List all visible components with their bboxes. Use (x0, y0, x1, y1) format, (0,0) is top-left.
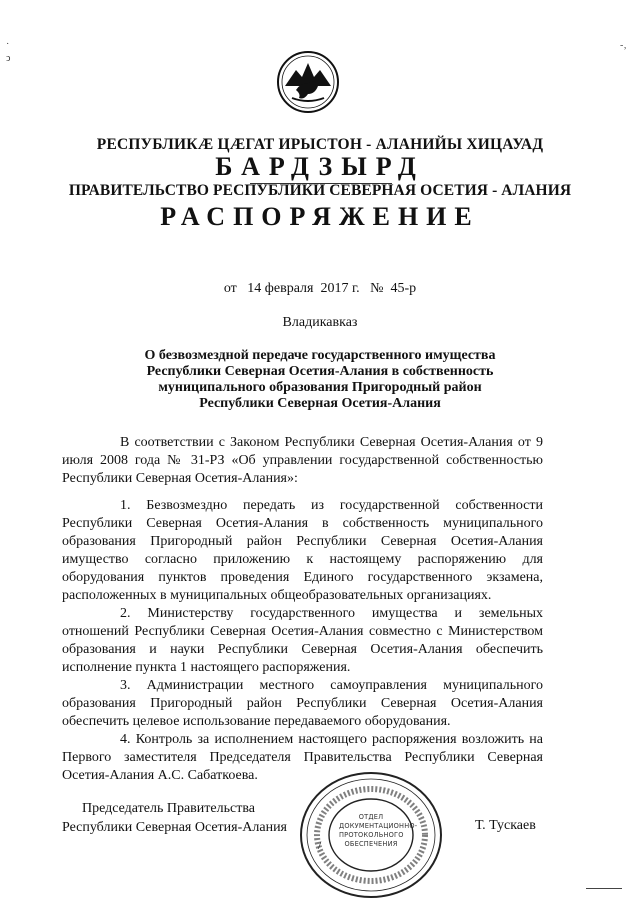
scan-mark: -‚ (620, 40, 627, 51)
document-date-number: от 14 февраля 2017 г. № 45-р (223, 281, 417, 296)
signatory-title-line: Республики Северная Осетия-Алания (62, 820, 287, 835)
stamp-center-text (339, 813, 418, 849)
russian-org-header: ПРАВИТЕЛЬСТВО РЕСПУБЛИКИ СЕВЕРНАЯ ОСЕТИЯ - АЛАНИЯ (68, 182, 572, 199)
subject-line: О безвозмездной передаче государственного имущества (144, 348, 496, 363)
signature-stroke: / (318, 838, 322, 852)
signatory-name: Т. Тускаев (475, 818, 536, 833)
stamp-line: ПРОТОКОЛЬНОГО (339, 831, 404, 839)
subject-line: муниципального образования Пригородный район (158, 380, 482, 395)
document-title: РАСПОРЯЖЕНИЕ (160, 202, 480, 231)
scan-mark: ˙ ↄ (6, 42, 11, 64)
document-city: Владикавказ (282, 315, 358, 330)
coat-of-arms-emblem (276, 50, 340, 114)
order-item-2: 2. Министерству государственного имущества и земельных отношений Республики Северная Осетия-Алания совместно с Министерством образования и науки Республики Северная Осетия-Алания обеспечить исполнение пункта 1 настоящего распоряжения. (62, 606, 543, 675)
subject-line: Республики Северная Осетия-Алания (199, 396, 441, 411)
order-items (62, 497, 543, 785)
stamp-line: ОБЕСПЕЧЕНИЯ (344, 840, 398, 848)
ossetian-org-header: РЕСПУБЛИКÆ ЦÆГАТ ИРЫСТОН - АЛАНИЙЫ ХИЦАУАД (96, 136, 544, 153)
subject-line: Республики Северная Осетия-Алания в собственность (146, 364, 494, 379)
intro-paragraph: В соответствии с Законом Республики Северная Осетия-Алания от 9 июля 2008 года № 31-РЗ «Об управлении государственной собственностью Республики Северная Осетия-Алания»: (62, 435, 543, 486)
signatory-title (62, 799, 287, 837)
ossetian-doc-type: БАРДЗЫРД (215, 152, 425, 181)
signatory-title-line: Председатель Правительства (82, 801, 255, 816)
stamp-line: ДОКУМЕНТАЦИОННО- (339, 822, 418, 830)
order-item-4: 4. Контроль за исполнением настоящего распоряжения возложить на Первого заместителя Председателя Правительства Республики Северная Осетия-Алания А.С. Сабаткоева. (62, 732, 543, 783)
document-subject (0, 348, 640, 412)
order-item-3: 3. Администрации местного самоуправления муниципального образования Пригородный район Республики Северная Осетия-Алания обеспечить целевое использование передаваемого оборудования. (62, 678, 543, 729)
scan-mark (586, 888, 622, 889)
stamp-line: ОТДЕЛ (358, 813, 384, 821)
order-item-1: 1. Безвозмездно передать из государственной собственности Республики Северная Осетия-Алания в собственность муниципального образования Пригородный район Республики Северная Осетия-Алания имущество согласно приложению к настоящему распоряжению для оборудования пунктов проведения Единого государственного экзамена, расположенных в муниципальных общеобразовательных организациях. (62, 498, 543, 603)
